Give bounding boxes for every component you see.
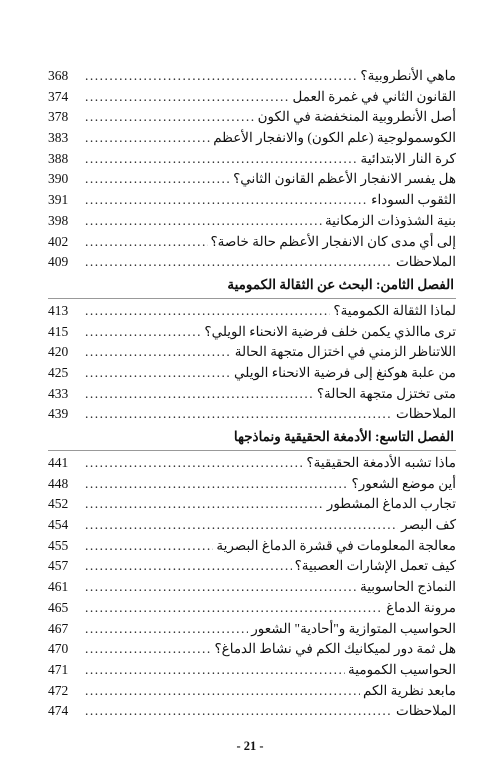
dot-leader: [85, 404, 393, 425]
dot-leader: [85, 474, 349, 495]
dot-leader: [85, 301, 330, 322]
heading-divider: [48, 298, 456, 299]
toc-entry: [48, 363, 456, 384]
toc-entry: [48, 639, 456, 660]
toc-entry: [48, 619, 456, 640]
toc-entry-title: الملاحظات: [396, 254, 456, 270]
toc-entry-page: 374: [48, 88, 69, 104]
dot-leader: [85, 660, 345, 681]
toc-entry-page: 415: [48, 323, 69, 339]
toc-entry: [48, 322, 456, 343]
dot-leader: [85, 149, 358, 170]
toc-entry-title: الحواسيب المتوازية و"أحادية" الشعور: [251, 620, 456, 636]
toc-entry-page: 471: [48, 661, 69, 677]
toc-entry-page: 368: [48, 68, 69, 83]
table-of-contents: [48, 66, 456, 722]
heading-divider: [48, 450, 456, 451]
toc-entry-title: اللاتناظر الزمني في اختزال متجهة الحالة: [234, 344, 456, 360]
dot-leader: [85, 363, 231, 384]
dot-leader: [85, 252, 393, 273]
toc-entry-page: 398: [48, 212, 69, 228]
toc-entry-page: 391: [48, 192, 69, 208]
dot-leader: [85, 536, 213, 557]
toc-entry-page: 474: [48, 703, 69, 719]
toc-entry: [48, 556, 456, 577]
toc-entry-title: الملاحظات: [396, 406, 456, 422]
dot-leader: [85, 190, 368, 211]
toc-entry-page: 461: [48, 579, 69, 595]
toc-entry-page: 472: [48, 682, 69, 698]
toc-entry-title: من علبة هوكنغ إلى فرضية الانحناء الويلي: [234, 364, 456, 380]
toc-entry: [48, 404, 456, 425]
dot-leader: [85, 384, 314, 405]
toc-entry-page: 439: [48, 406, 69, 422]
toc-entry-page: 409: [48, 254, 69, 270]
toc-entry-page: 390: [48, 171, 69, 187]
toc-entry: [48, 232, 456, 253]
dot-leader: [85, 66, 357, 87]
toc-entry-title: بنية الشذوذات الزمكانية: [324, 212, 456, 228]
toc-entry-title: مرونة الدماغ: [386, 599, 456, 615]
toc-entry-page: 378: [48, 109, 69, 125]
page-number: - 21 -: [236, 739, 264, 753]
toc-entry: [48, 453, 456, 474]
toc-entry-title: كيف تعمل الإشارات العصبية؟: [294, 558, 456, 574]
dot-leader: [85, 577, 357, 598]
toc-entry: [48, 494, 456, 515]
toc-entry-page: 383: [48, 130, 69, 146]
dot-leader: [85, 128, 210, 149]
toc-entry-page: 402: [48, 233, 69, 249]
toc-entry: [48, 211, 456, 232]
dot-leader: [85, 598, 383, 619]
chapter-heading: الفصل التاسع: الأدمغة الحقيقية ونماذجها: [233, 429, 454, 444]
dot-leader: [85, 494, 324, 515]
toc-entry-title: أصل الأنطروبية المنخفضة في الكون: [257, 109, 456, 125]
toc-entry-title: متى تختزل متجهة الحالة؟: [316, 385, 456, 401]
toc-entry-page: 413: [48, 302, 69, 318]
dot-leader: [85, 211, 322, 232]
dot-leader: [85, 639, 211, 660]
toc-entry-page: 420: [48, 344, 69, 360]
dot-leader: [85, 169, 230, 190]
toc-entry-page: 448: [48, 475, 69, 491]
dot-leader: [85, 619, 248, 640]
toc-entry: [48, 342, 456, 363]
toc-entry-title: كف البصر: [401, 517, 456, 533]
toc-entry: [48, 660, 456, 681]
toc-entry-title: إلى أي مدى كان الانفجار الأعظم حالة خاصة؟: [210, 233, 456, 249]
toc-entry-page: 470: [48, 641, 69, 657]
toc-entry-title: ماذا تشبه الأدمغة الحقيقية؟: [306, 455, 456, 470]
toc-entry-title: الكوسمولوجية (علم الكون) والانفجار الأعظم: [213, 130, 456, 146]
toc-entry-page: 455: [48, 537, 69, 553]
toc-entry-page: 457: [48, 558, 69, 574]
toc-entry: [48, 384, 456, 405]
dot-leader: [85, 701, 393, 722]
toc-entry-title: هل يفسر الانفجار الأعظم القانون الثاني؟: [233, 171, 456, 187]
toc-entry-title: كرة النار الابتدائية: [360, 150, 456, 166]
toc-entry: [48, 66, 456, 87]
toc-entry: [48, 190, 456, 211]
dot-leader: [85, 515, 398, 536]
toc-entry-title: لماذا الثقالة الكمومية؟: [333, 302, 456, 318]
toc-entry-page: 454: [48, 517, 69, 533]
toc-entry: [48, 169, 456, 190]
toc-entry-title: ترى ماالذي يكمن خلف فرضية الانحناء الويلي؟: [204, 323, 456, 339]
toc-entry-page: 441: [48, 455, 69, 470]
chapter-heading: الفصل الثامن: البحث عن الثقالة الكمومية: [227, 276, 454, 292]
toc-entry-page: 452: [48, 496, 69, 512]
dot-leader: [85, 322, 201, 343]
toc-entry-title: الملاحظات: [396, 703, 456, 719]
toc-entry-title: معالجة المعلومات في قشرة الدماغ البصرية: [216, 537, 456, 553]
toc-entry: [48, 107, 456, 128]
toc-entry: [48, 474, 456, 495]
toc-entry-page: 388: [48, 150, 69, 166]
toc-entry-title: الثقوب السوداء: [371, 192, 456, 208]
toc-entry-page: 465: [48, 599, 69, 615]
toc-entry-title: هل ثمة دور لميكانيك الكم في نشاط الدماغ؟: [214, 641, 456, 657]
toc-entry: [48, 577, 456, 598]
dot-leader: [85, 107, 255, 128]
toc-entry: [48, 87, 456, 108]
toc-entry-title: الحواسيب الكمومية: [348, 661, 456, 677]
toc-entry: [48, 128, 456, 149]
toc-entry: [48, 701, 456, 722]
toc-entry: [48, 681, 456, 702]
toc-entry-page: 425: [48, 364, 69, 380]
toc-entry: [48, 598, 456, 619]
dot-leader: [85, 232, 208, 253]
toc-entry-page: 467: [48, 620, 69, 636]
toc-entry: [48, 252, 456, 273]
toc-entry-title: أين موضع الشعور؟: [351, 475, 456, 491]
toc-entry: [48, 149, 456, 170]
toc-entry: [48, 515, 456, 536]
toc-entry-page: 433: [48, 385, 69, 401]
toc-entry: [48, 536, 456, 557]
toc-entry-title: النماذج الحاسوبية: [359, 579, 456, 595]
toc-entry: [48, 301, 456, 322]
dot-leader: [85, 453, 303, 474]
toc-entry-title: ماهي الأنطروبية؟: [360, 68, 456, 83]
dot-leader: [85, 556, 292, 577]
toc-entry-title: مابعد نظرية الكم: [362, 682, 456, 698]
dot-leader: [85, 87, 289, 108]
toc-entry-title: القانون الثاني في غمرة العمل: [292, 88, 456, 104]
toc-entry-title: تجارب الدماغ المشطور: [326, 496, 456, 512]
dot-leader: [85, 681, 360, 702]
dot-leader: [85, 342, 232, 363]
